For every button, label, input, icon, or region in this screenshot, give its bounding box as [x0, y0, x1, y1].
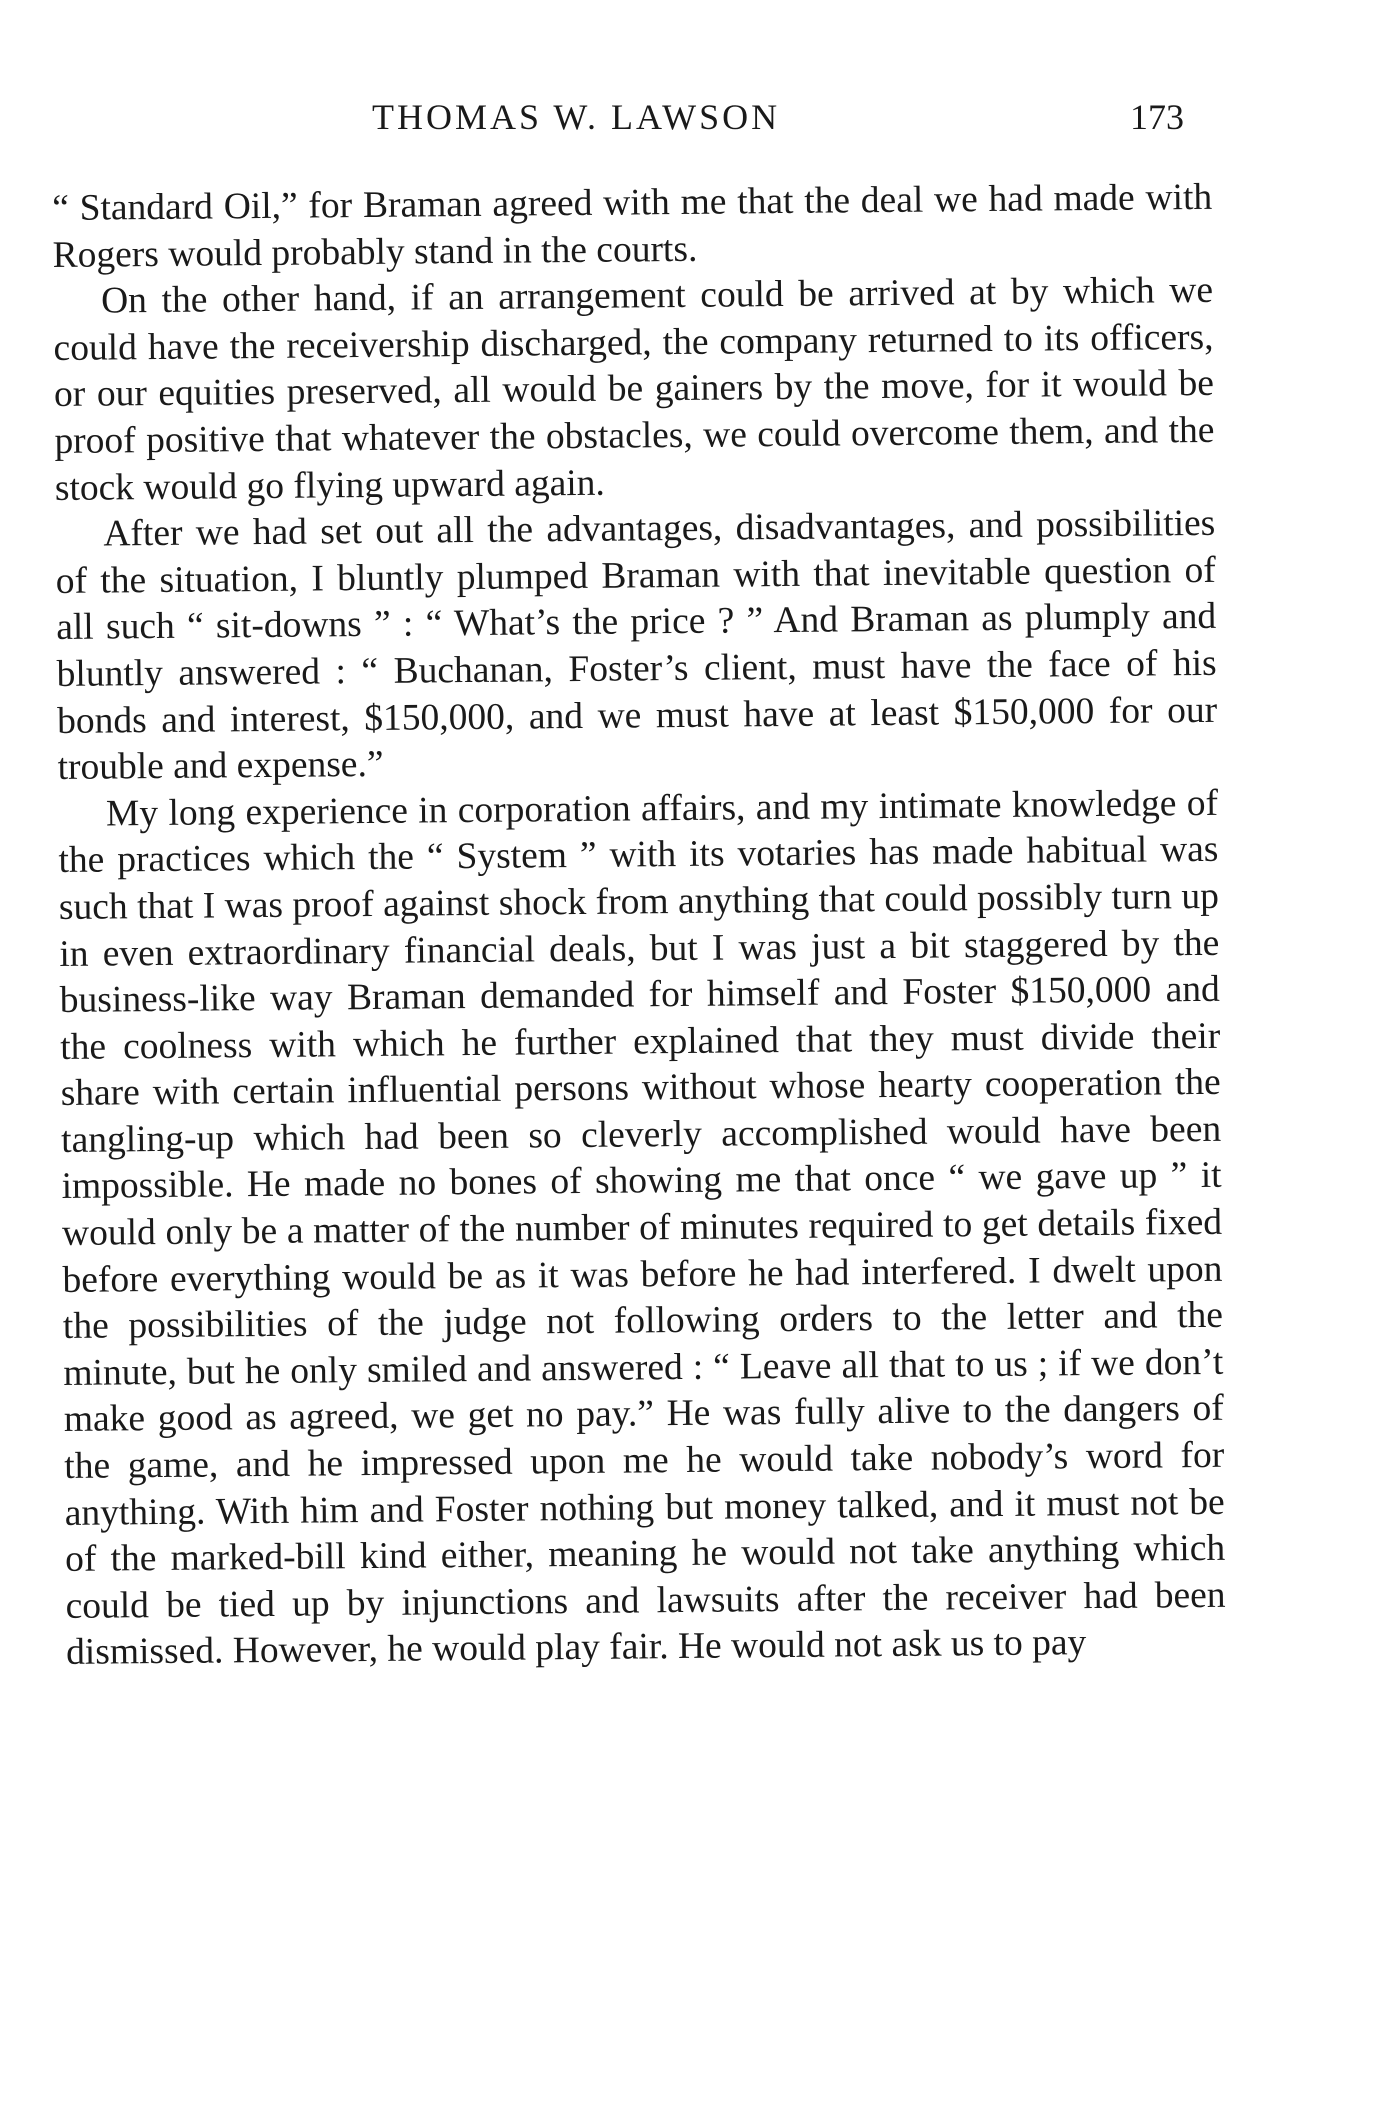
paragraph: “ Standard Oil,” for Braman agreed with me that the deal we had made with Rogers would probably stand in the courts. — [52, 176, 1213, 276]
running-title: THOMAS W. LAWSON — [372, 97, 781, 137]
body-text — [52, 175, 1226, 1677]
page-number: 173 — [1130, 97, 1184, 137]
paragraph: On the other hand, if an arrangement could be arrived at by which we could have the receivership discharged, the company returned to its officers, or our equities preserved, all would be gainers by the move, for it would be proof positive that whatever the obstacles, we could overcome them, and the stock would go flying upward again. — [53, 270, 1215, 509]
running-header — [0, 96, 1380, 156]
paragraph: After we had set out all the advantages, disadvantages, and possibilities of the situation, I bluntly plumped Braman with that inevitable question of all such “ sit-downs ” : “ What’s the price ? ” And Braman as plumply and bluntly answered : “ Buchanan, Foster’s client, must have the face of his bonds and interest, $150,000, and we must have at least $150,000 for our trouble and expense.” — [55, 503, 1218, 789]
paragraph: My long experience in corporation affairs, and my intimate knowledge of the practices which the “ System ” with its votaries has made habitual was such that I was proof against shock from anything that could possibly turn up in even extraordinary financial deals, but I was just a bit staggered by the business-like way Braman demanded for himself and Foster $150,000 and the coolness with which he further explained that they must divide their share with certain influential persons without whose hearty cooperation the tangling-up which had been so cleverly accomplished would have been impossible. He made no bones of showing me that once “ we gave up ” it would only be a matter of the number of minutes required to get details fixed before everything would be as it was before he had interfered. I dwelt upon the possibilities of the judge not following orders to the letter and the minute, but he only smiled and answered : “ Leave all that to us ; if we don’t make good as agreed, we get no pay.” He was fully alive to the dangers of the game, and he impressed upon me he would take nobody’s word for anything. With him and Foster nothing but money talked, and it must not be of the marked-bill kind either, meaning he would not take anything which could be tied up by injunctions and lawsuits after the receiver had been dismissed. However, he would play fair. He would not ask us to pay — [58, 782, 1226, 1674]
